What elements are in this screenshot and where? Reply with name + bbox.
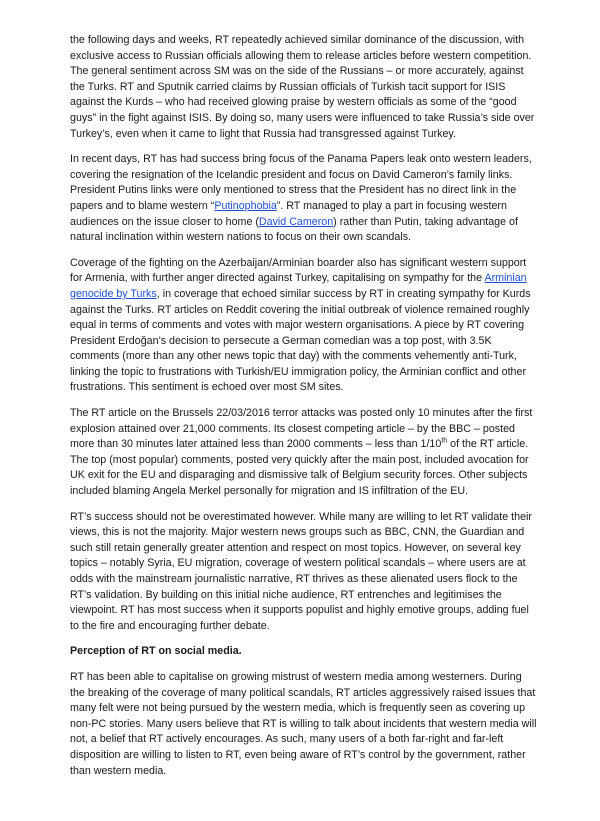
paragraph-perception: RT has been able to capitalise on growing mistrust of western media among westerners. During the breaking of the coverage of many political scandals, RT articles aggressively raised issues that many felt were not being pursued by the western media, which is frequently seen as covering up non-PC stories. Many users believe that RT is willing to talk about incidents that western media will not, a belief that RT actively encourages. As such, many users of a both far-right and far-left disposition are willing to listen to RT, even being aware of RT’s control by the government, rather than western media. bbox=[70, 670, 537, 777]
paragraph-rt-dominance: the following days and weeks, RT repeatedly achieved similar dominance of the discussion, with exclusive access to Russian officials allowing them to release articles before western competition. The general sentiment across SM was on the side of the Russians – or more accurately, against the Turks. RT and Sputnik carried claims by Russian officials of Turkish tacit support for ISIS against the Kurds – who had received glowing praise by western officials as some of the “good guys” in the fight against ISIS. By doing so, many users were influenced to take Russia’s side over Turkey’s, even when it came to light that Russia had transgressed against Turkey. bbox=[70, 34, 535, 140]
link-putinophobia[interactable]: Putinophobia bbox=[214, 199, 277, 212]
superscript-th: th bbox=[441, 437, 448, 445]
link-david-cameron[interactable]: David Cameron bbox=[258, 215, 334, 228]
text-span: , in coverage that echoed similar success by RT in creating sympathy for Kurds against the Turks. RT articles on Reddit covering the initial outbreak of violence remained roughly equal in terms of comments and votes with major western organisations. A piece by RT covering President Erdoğan’s decision to persecute a German comedian was a top post, with 3.5K comments (more than any other news topic that day) with the comments vehemently anti-Turk, linking the topic to frustrations with Turkish/EU immigration policy, the Arminian conflict and other frustrations. This sentiment is echoed over most SM sites. bbox=[70, 287, 531, 394]
paragraph-rt-success-limits: RT’s success should not be overestimated however. While many are willing to let RT validate their views, this is not the majority. Major western news groups such as BBC, CNN, the Guardian and such still retain generally greater attention and respect on most topics. However, on several key topics – notably Syria, EU migration, coverage of western political scandals – where users are at odds with the mainstream journalistic narrative, RT thrives as these alienated users flock to the RT’s validation. By building on this initial niche audience, RT entrenches and legitimises the viewpoint. RT has most success when it supports populist and highly emotive groups, adding fuel to the fire and encouraging further debate. bbox=[70, 510, 532, 632]
text-span: ”. RT managed to play a part in focusing western audiences on the issue closer to home ( bbox=[70, 199, 507, 228]
section-heading: Perception of RT on social media. bbox=[70, 645, 242, 658]
paragraph-azerbaijan-armenia bbox=[70, 256, 538, 396]
text-span: The RT article on the Brussels 22/03/2016 terror attacks was posted only 10 minutes after the first explosion attained over 21,000 comments. Its closest competing article – by the BBC – posted more than 30 minutes later attained less than 2000 comments – less than 1/10 bbox=[70, 407, 533, 451]
text-span: In recent days, RT has had success bring focus of the Panama Papers leak onto western leaders, covering the resignation of the Icelandic president and focus on David Cameron’s family links. President Putins links were only mentioned to stress that the President has no direct link in the papers and to blame western “ bbox=[70, 153, 532, 212]
paragraph-brussels-attacks bbox=[70, 406, 538, 500]
paragraph-panama-papers bbox=[70, 152, 538, 246]
link-arminian-genocide[interactable]: Arminian genocide by Turks bbox=[70, 272, 527, 300]
text-span: ) rather than Putin, taking advantage of natural inclination within western nations to focus on their own scandals. bbox=[70, 215, 518, 244]
text-span: Coverage of the fighting on the Azerbaijan/Arminian boarder also has significant western support for Armenia, with further anger directed against Turkey, capitalising on sympathy for the bbox=[70, 256, 527, 285]
text-span: of the RT article. The top (most popular) comments, posted very quickly after the main post, included avocation for UK exit for the EU and disparaging and dismissive talk of Belgium security forces. Other subjects included blaming Angela Merkel personally for migration and IS infiltration of the EU. bbox=[70, 438, 529, 498]
